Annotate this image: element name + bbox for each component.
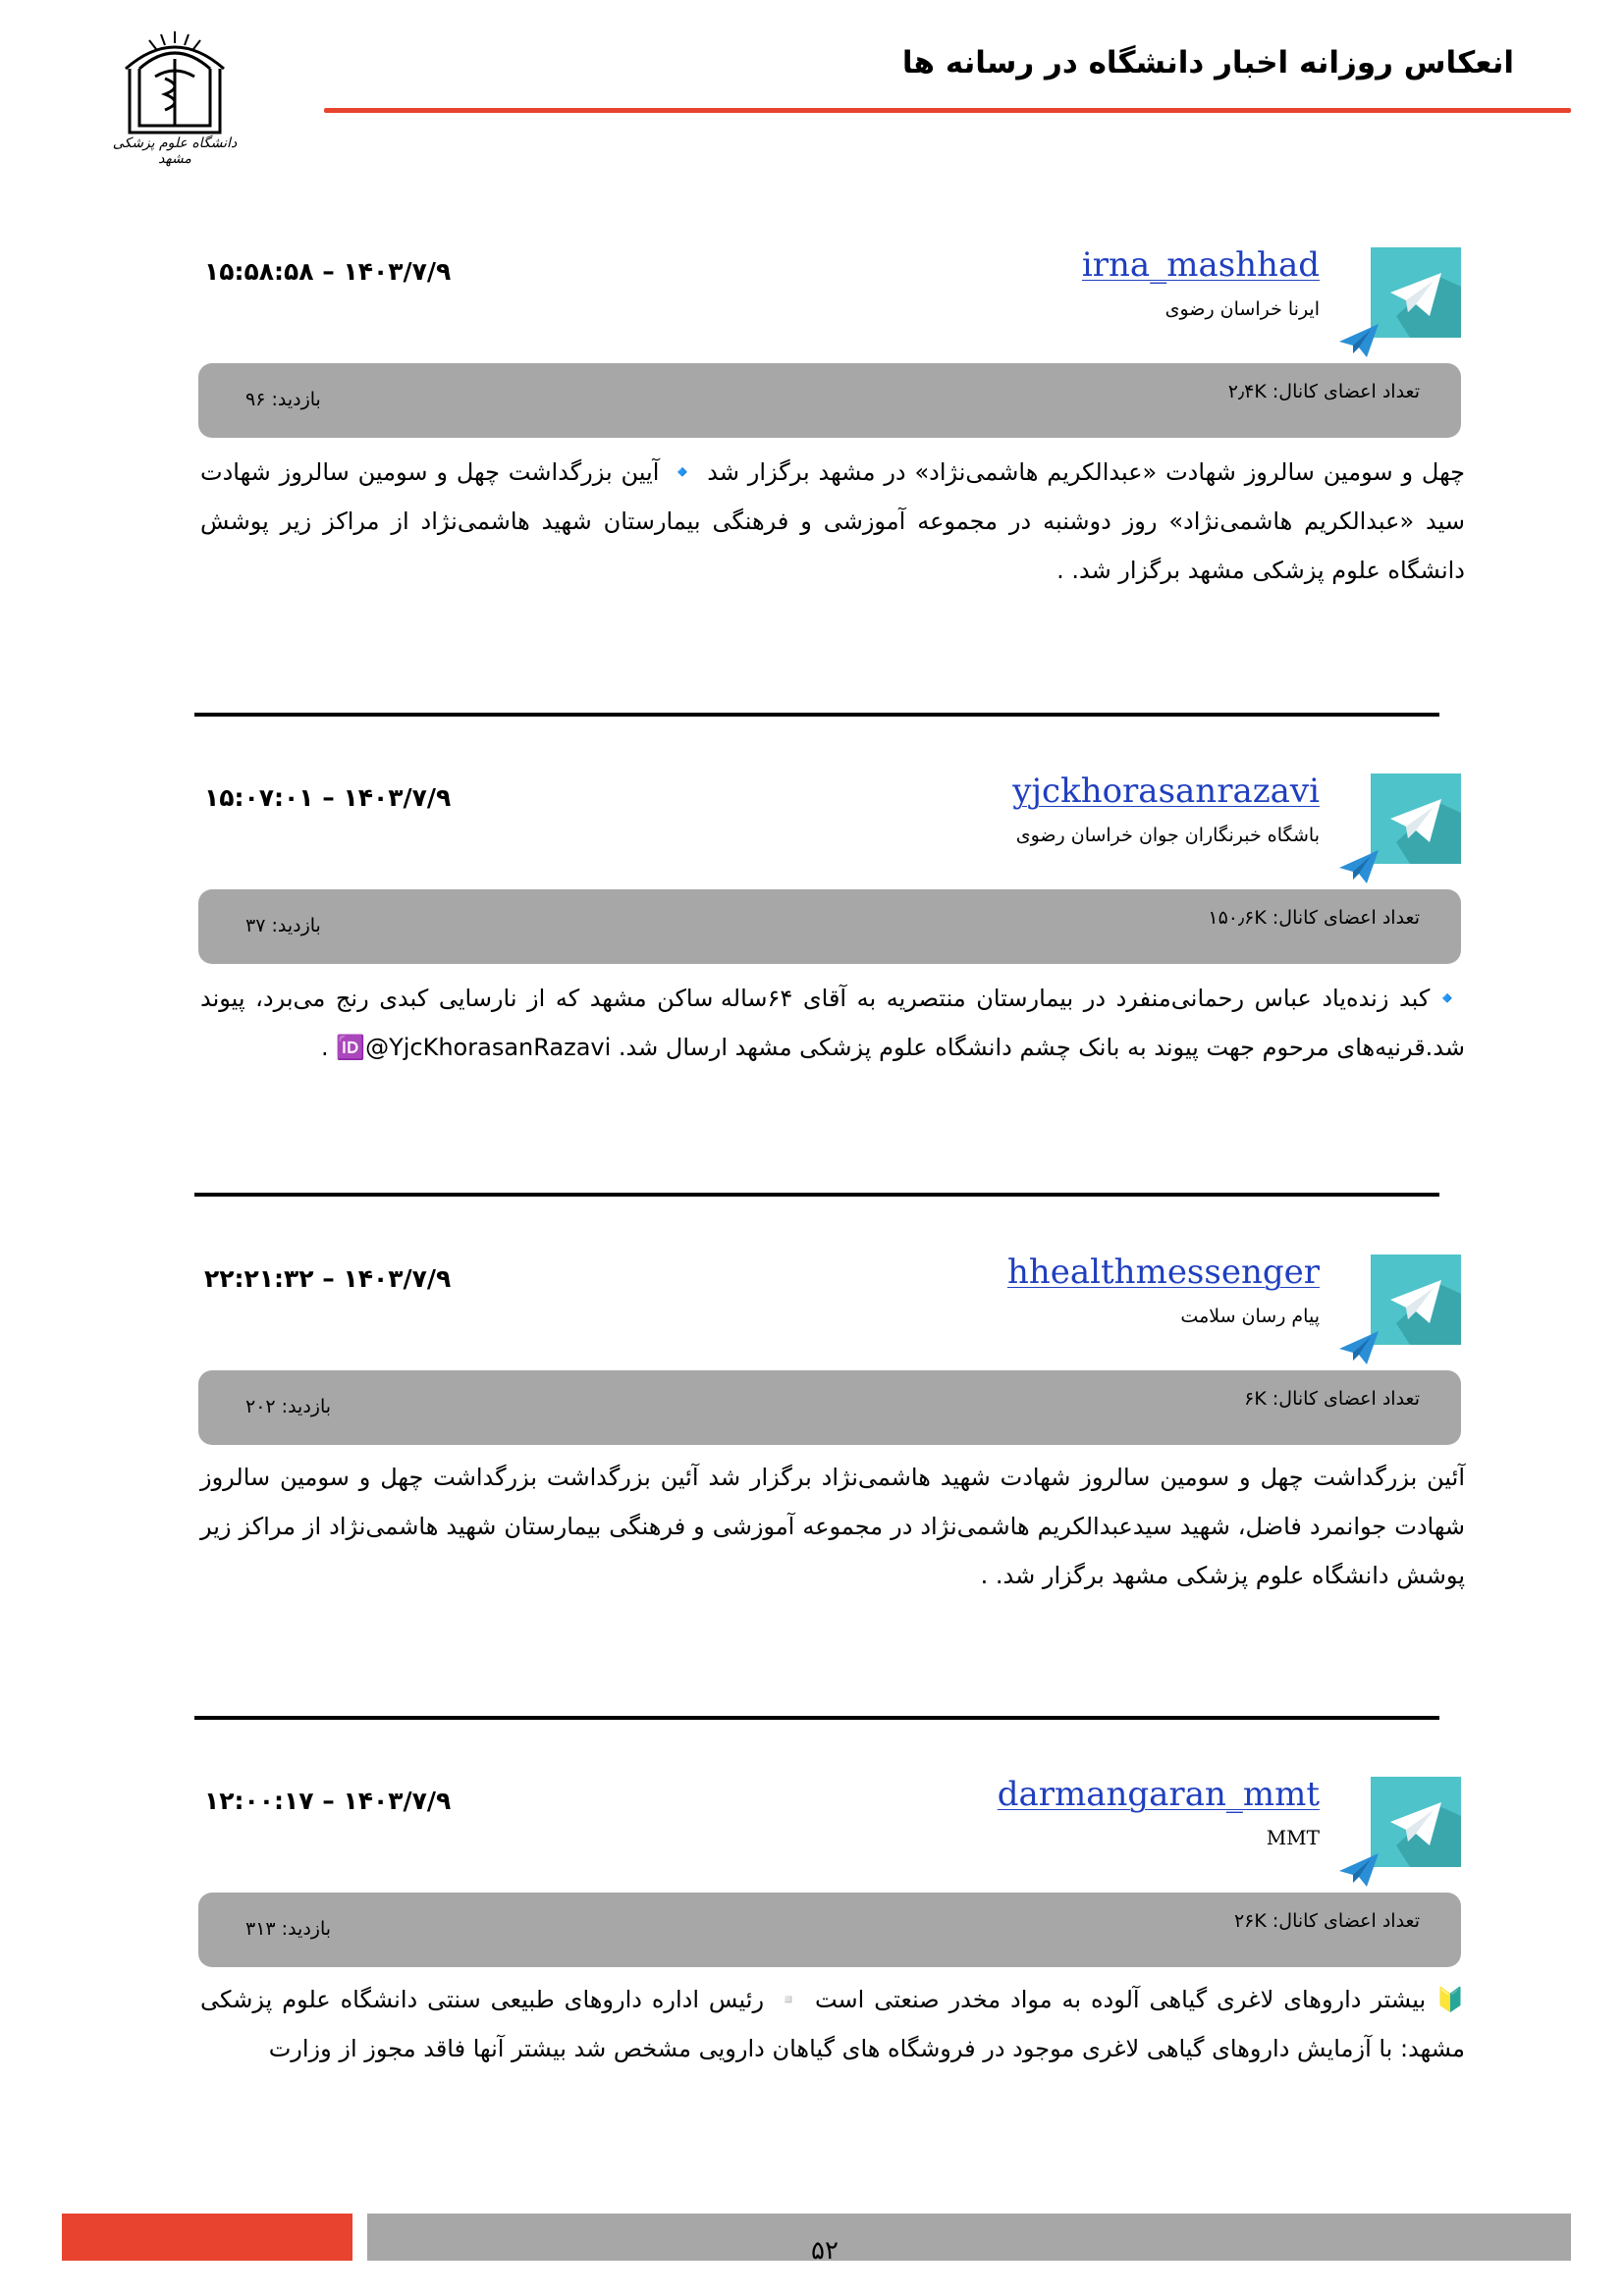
telegram-plane-icon <box>1337 320 1380 359</box>
stats-bar <box>198 1893 1461 1967</box>
post-divider <box>194 1193 1439 1197</box>
post-datetime: ۱۴۰۳/۷/۹ – ۱۵:۵۸:۵۸ <box>204 257 452 286</box>
post-body: چهل و سومین سالروز شهادت «عبدالکریم هاشمی‌نژاد» در مشهد برگزار شد 🔹 آیین بزرگداشت چهل و سومین سالروز شهادت سید «عبدالکریم هاشمی‌نژاد» روز دوشنبه در مجموعه آموزشی و فرهنگی بیمارستان شهید هاشمی‌نژاد از مراکز زیر پوشش دانشگاه علوم پزشکی مشهد برگزار شد. . <box>200 458 1465 584</box>
footer-accent-bar <box>62 2214 352 2261</box>
member-count: تعداد اعضای کانال: ۶K <box>1244 1388 1420 1410</box>
channel-handle-link[interactable]: yjckhorasanrazavi <box>1012 772 1320 811</box>
channel-handle-link[interactable]: hhealthmessenger <box>1006 1253 1320 1292</box>
view-count: بازدید: ۳۱۳ <box>245 1918 332 1940</box>
view-count: بازدید: ۳۷ <box>245 915 321 936</box>
footer-bar <box>367 2214 1571 2261</box>
view-count: بازدید: ۹۶ <box>245 389 321 410</box>
channel-handle-link[interactable]: darmangaran_mmt <box>997 1775 1320 1814</box>
member-count: تعداد اعضای کانال: ۱۵۰٫۶K <box>1208 907 1420 929</box>
channel-name: پیام رسان سلامت <box>1180 1306 1320 1327</box>
header-rule <box>324 108 1571 113</box>
page-title: انعکاس روزانه اخبار دانشگاه در رسانه ها <box>901 45 1514 80</box>
channel-name: باشگاه خبرنگاران جوان خراسان رضوی <box>1015 825 1320 846</box>
member-count: تعداد اعضای کانال: ۲۶K <box>1233 1910 1420 1932</box>
telegram-icon <box>1371 1777 1461 1867</box>
telegram-plane-icon <box>1337 1849 1380 1889</box>
telegram-icon <box>1371 774 1461 864</box>
post-datetime: ۱۴۰۳/۷/۹ – ۲۲:۲۱:۳۲ <box>204 1264 452 1293</box>
post-body: آئین بزرگداشت چهل و سومین سالروز شهادت شهید هاشمی‌نژاد برگزار شد آئین بزرگداشت بزرگداشت چهل و سومین سالروز شهادت جوانمرد فاضل، شهید سیدعبدالکریم هاشمی‌نژاد در مجموعه آموزشی و فرهنگی بیمارستان شهید هاشمی‌نژاد از مراکز زیر پوشش دانشگاه علوم پزشکی مشهد برگزار شد. . <box>200 1464 1465 1589</box>
channel-name: ایرنا خراسان رضوی <box>1164 298 1320 320</box>
channel-name: MMT <box>1266 1826 1320 1849</box>
post-body: 🔰 بیشتر داروهای لاغری گیاهی آلوده به مواد مخدر صنعتی است ▫️ رئیس اداره داروهای طبیعی سنتی دانشگاه علوم پزشکی مشهد: با آزمایش داروهای گیاهی لاغری موجود در فروشگاه های گیاهان دارویی مشخص شد بیشتر آنها فاقد مجوز از وزارت <box>200 1986 1465 2062</box>
telegram-plane-icon <box>1337 1327 1380 1366</box>
telegram-icon <box>1371 247 1461 338</box>
stats-bar <box>198 1370 1461 1445</box>
channel-handle-link[interactable]: irna_mashhad <box>1081 245 1320 285</box>
page-number: ۵۲ <box>811 2236 839 2266</box>
post-divider <box>194 713 1439 717</box>
telegram-plane-icon <box>1337 846 1380 885</box>
stats-bar <box>198 363 1461 438</box>
stats-bar <box>198 889 1461 964</box>
post-datetime: ۱۴۰۳/۷/۹ – ۱۲:۰۰:۱۷ <box>204 1787 452 1815</box>
telegram-icon <box>1371 1255 1461 1345</box>
post-divider <box>194 1716 1439 1720</box>
post-body: 🔹کبد زنده‌یاد عباس رحمانی‌منفرد در بیمارستان منتصریه به آقای ۶۴ساله ساکن مشهد که از نارسایی کبدی رنج می‌برد، پیوند شد.قرنیه‌های مرحوم جهت پیوند به بانک چشم دانشگاه علوم پزشکی مشهد ارسال شد. 🆔@YjcKhorasanRazavi . <box>200 985 1465 1061</box>
view-count: بازدید: ۲۰۲ <box>245 1396 332 1417</box>
post-datetime: ۱۴۰۳/۷/۹ – ۱۵:۰۷:۰۱ <box>204 783 452 812</box>
member-count: تعداد اعضای کانال: ۲٫۴K <box>1227 381 1420 402</box>
logo-caption: دانشگاه علوم پزشکی مشهد <box>112 135 238 167</box>
